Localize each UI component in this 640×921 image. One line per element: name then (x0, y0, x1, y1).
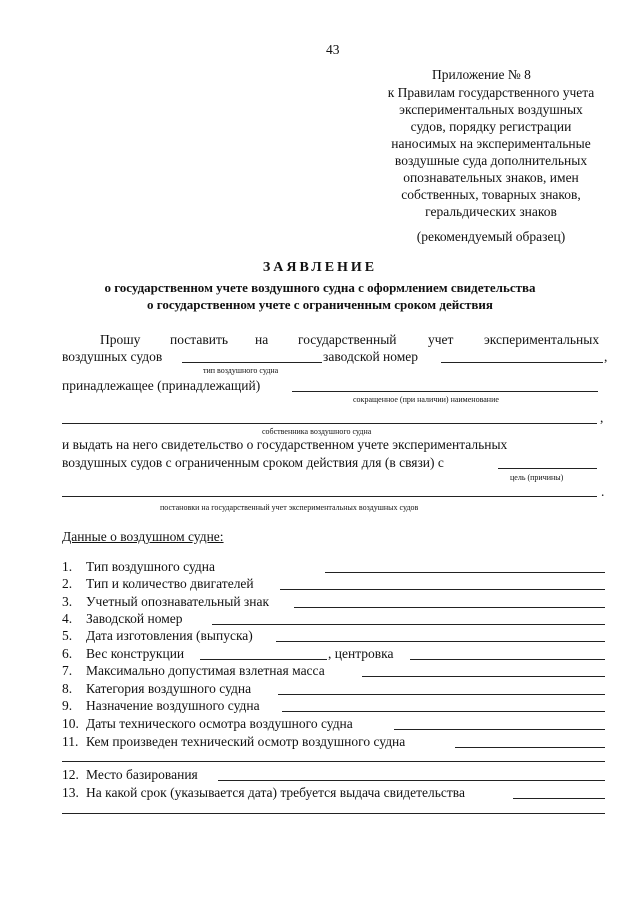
item-number: 10. (62, 716, 79, 731)
inspector-input-continued[interactable] (62, 761, 605, 762)
item-number: 2. (62, 576, 73, 591)
owner-name-field[interactable] (62, 423, 597, 424)
engines-input[interactable] (280, 589, 605, 590)
item-number: 8. (62, 681, 73, 696)
aircraft-type-input[interactable] (325, 572, 605, 573)
item-number: 3. (62, 594, 73, 609)
hint-registration: постановки на государственный учет экспериментальных воздушных судов (160, 503, 419, 512)
owner-short-name-field[interactable] (292, 391, 598, 392)
structure-weight-input[interactable] (200, 659, 327, 660)
list-item (62, 698, 260, 714)
request-word: экспериментальных (484, 332, 600, 347)
item-label: Даты технического осмотра воздушного судна (86, 716, 353, 731)
item-number: 11. (62, 734, 79, 749)
hint-short-name: сокращенное (при наличии) наименование (353, 395, 499, 404)
list-item (62, 767, 198, 783)
registration-mark-input[interactable] (294, 607, 605, 608)
list-item (62, 716, 353, 732)
document-subtitle-1: о государственном учете воздушного судна с оформлением свидетельства (104, 280, 536, 295)
request-text: принадлежащее (принадлежащий) (62, 378, 261, 393)
request-text: и выдать на него свидетельство о государственном учете экспериментальных (62, 437, 508, 452)
hint-aircraft-type: тип воздушного судна (203, 366, 279, 375)
request-text: воздушных судов (62, 349, 163, 364)
hint-owner: собственника воздушного судна (262, 427, 372, 436)
punctuation: . (601, 484, 605, 499)
serial-number-field[interactable] (441, 362, 603, 363)
request-word: учет (428, 332, 454, 347)
aircraft-purpose-input[interactable] (282, 711, 605, 712)
data-section-title: Данные о воздушном судне: (62, 529, 224, 544)
hint-purpose: цель (причины) (510, 473, 564, 482)
list-item (62, 681, 251, 697)
list-item (62, 663, 325, 679)
request-word: Прошу (100, 332, 141, 347)
item-number: 1. (62, 559, 73, 574)
appendix-line: судов, порядку регистрации (410, 119, 572, 134)
request-word: государственный (298, 332, 397, 347)
list-item (62, 594, 269, 610)
request-text: воздушных судов с ограниченным сроком действия для (в связи) с (62, 455, 444, 470)
manufacture-date-input[interactable] (276, 641, 605, 642)
list-item (62, 576, 254, 592)
item-label: Учетный опознавательный знак (86, 594, 270, 609)
item-label: Категория воздушного судна (86, 681, 252, 696)
certificate-term-input[interactable] (513, 798, 605, 799)
document-title: ЗАЯВЛЕНИЕ (262, 260, 378, 275)
certificate-term-input-continued[interactable] (62, 813, 605, 814)
item-number: 7. (62, 663, 73, 678)
appendix-line: собственных, товарных знаков, (401, 187, 581, 202)
item-label: Место базирования (86, 767, 198, 782)
item-label: Заводской номер (86, 611, 183, 626)
appendix-title: Приложение № 8 (432, 67, 531, 82)
item-label: Максимально допустимая взлетная масса (86, 663, 325, 678)
list-item (62, 646, 184, 662)
max-takeoff-mass-input[interactable] (362, 676, 605, 677)
list-item (62, 628, 253, 644)
item-label: Кем произведен технический осмотр воздушного судна (86, 734, 406, 749)
item-number: 12. (62, 767, 79, 782)
appendix-line: к Правилам государственного учета (387, 85, 595, 100)
appendix-line: экспериментальных воздушных (399, 102, 583, 117)
item-label: Дата изготовления (выпуска) (86, 628, 253, 643)
request-word: на (255, 332, 269, 347)
aircraft-type-field[interactable] (182, 362, 322, 363)
item-label: Вес конструкции (86, 646, 185, 661)
serial-number-input[interactable] (212, 624, 605, 625)
list-item (62, 734, 405, 750)
document-subtitle-2: о государственном учете с ограниченным сроком действия (147, 297, 493, 312)
base-location-input[interactable] (218, 780, 605, 781)
inspector-input[interactable] (455, 747, 605, 748)
registration-reason-field[interactable] (62, 496, 597, 497)
punctuation: , (600, 410, 604, 425)
item-label-extra: , центровка (328, 646, 394, 661)
item-number: 4. (62, 611, 73, 626)
appendix-line: геральдических знаков (425, 204, 557, 219)
item-label: На какой срок (указывается дата) требуется выдача свидетельства (86, 785, 465, 800)
request-text: заводской номер (323, 349, 419, 364)
list-item (62, 611, 182, 627)
item-label: Тип воздушного судна (86, 559, 215, 574)
appendix-line: воздушные суда дополнительных (394, 153, 588, 168)
list-item (62, 785, 465, 801)
punctuation: , (604, 349, 608, 364)
appendix-line: опознавательных знаков, имен (403, 170, 579, 185)
balance-input[interactable] (410, 659, 605, 660)
aircraft-category-input[interactable] (278, 694, 605, 695)
item-number: 9. (62, 698, 73, 713)
page-number: 43 (326, 42, 340, 57)
item-number: 13. (62, 785, 79, 800)
item-label: Назначение воздушного судна (86, 698, 260, 713)
list-item (62, 559, 215, 575)
appendix-line: наносимых на экспериментальные (391, 136, 591, 151)
item-number: 5. (62, 628, 73, 643)
inspection-dates-input[interactable] (394, 729, 605, 730)
item-label: Тип и количество двигателей (86, 576, 254, 591)
sample-note: (рекомендуемый образец) (416, 229, 566, 244)
purpose-field[interactable] (498, 468, 597, 469)
item-number: 6. (62, 646, 73, 661)
request-word: поставить (170, 332, 229, 347)
